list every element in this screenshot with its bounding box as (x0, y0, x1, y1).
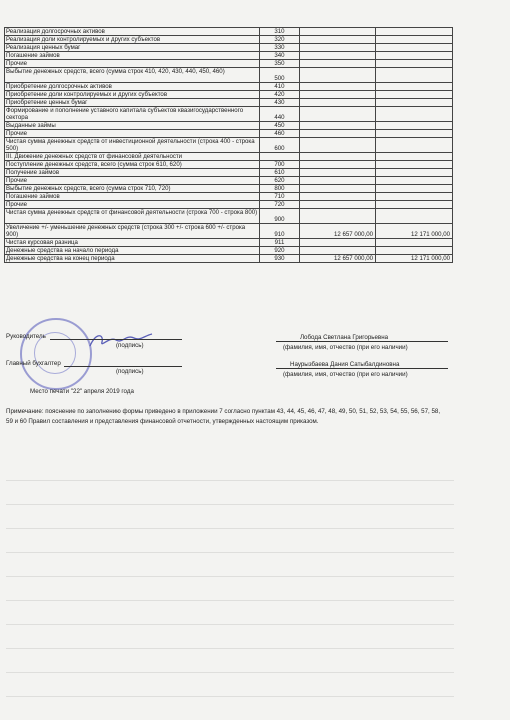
row-name-cell: Прочие (5, 60, 260, 68)
head-label: Руководитель (6, 333, 46, 340)
row-code-cell: 410 (260, 83, 300, 91)
table-row (5, 247, 453, 255)
row-name-cell: Выбытие денежных средств, всего (сумма строк 710, 720) (5, 185, 260, 193)
table-row (5, 107, 453, 122)
row-name-cell: Поступление денежных средств, всего (сумма строк 610, 620) (5, 161, 260, 169)
table-row (5, 169, 453, 177)
row-name-cell: Реализация ценных бумаг (5, 44, 260, 52)
row-previous-period-cell (376, 28, 453, 36)
row-current-period-cell: 12 657 000,00 (300, 255, 376, 263)
row-current-period-cell (300, 44, 376, 52)
row-code-cell: 440 (260, 107, 300, 122)
row-code-cell: 910 (260, 224, 300, 239)
head-name-line (276, 341, 448, 342)
row-code-cell: 920 (260, 247, 300, 255)
row-current-period-cell (300, 209, 376, 224)
row-current-period-cell (300, 122, 376, 130)
show-through-reverse-side (6, 480, 454, 720)
row-previous-period-cell: 12 171 000,00 (376, 224, 453, 239)
row-code-cell: 700 (260, 161, 300, 169)
table-row (5, 122, 453, 130)
table-row (5, 255, 453, 263)
row-name-cell: Формирование и пополнение уставного капитала субъектов квазигосударственного сектора (5, 107, 260, 122)
accountant-signature-line (64, 366, 182, 367)
row-code-cell: 350 (260, 60, 300, 68)
row-current-period-cell (300, 161, 376, 169)
table-row (5, 224, 453, 239)
table-row (5, 83, 453, 91)
row-name-cell: Чистая курсовая разница (5, 239, 260, 247)
table-row (5, 68, 453, 83)
row-current-period-cell (300, 185, 376, 193)
row-previous-period-cell (376, 153, 453, 161)
row-code-cell: 710 (260, 193, 300, 201)
row-code-cell: 320 (260, 36, 300, 44)
table-row (5, 52, 453, 60)
row-name-cell: Реализация доли контролируемых и других субъектов (5, 36, 260, 44)
row-previous-period-cell (376, 130, 453, 138)
head-signature-line (50, 339, 182, 340)
row-previous-period-cell (376, 239, 453, 247)
table-row (5, 193, 453, 201)
row-code-cell: 900 (260, 209, 300, 224)
row-code-cell: 450 (260, 122, 300, 130)
row-name-cell: Погашение займов (5, 52, 260, 60)
table-row (5, 138, 453, 153)
row-previous-period-cell (376, 122, 453, 130)
table-row (5, 239, 453, 247)
row-code-cell: 800 (260, 185, 300, 193)
row-name-cell: Приобретение доли контролируемых и других субъектов (5, 91, 260, 99)
row-current-period-cell (300, 138, 376, 153)
row-name-cell: Погашение займов (5, 193, 260, 201)
accountant-name-line (276, 368, 448, 369)
row-name-cell: Приобретение долгосрочных активов (5, 83, 260, 91)
row-current-period-cell (300, 201, 376, 209)
row-name-cell: Чистая сумма денежных средств от финансовой деятельности (строка 700 - строка 800) (5, 209, 260, 224)
table-row (5, 209, 453, 224)
row-current-period-cell (300, 91, 376, 99)
row-name-cell: Денежные средства на конец периода (5, 255, 260, 263)
cash-flow-table (4, 27, 453, 263)
row-current-period-cell: 12 657 000,00 (300, 224, 376, 239)
row-previous-period-cell (376, 201, 453, 209)
row-name-cell: Выданные займы (5, 122, 260, 130)
row-current-period-cell (300, 177, 376, 185)
row-previous-period-cell (376, 169, 453, 177)
row-current-period-cell (300, 83, 376, 91)
row-previous-period-cell (376, 107, 453, 122)
row-code-cell: 620 (260, 177, 300, 185)
row-name-cell: Чистая сумма денежных средств от инвестиционной деятельности (строка 400 - строка 500) (5, 138, 260, 153)
row-previous-period-cell (376, 185, 453, 193)
head-name: Лобода Светлана Григорьевна (300, 334, 389, 341)
row-previous-period-cell (376, 68, 453, 83)
accountant-label: Главный бухгалтер (6, 360, 61, 367)
row-previous-period-cell: 12 171 000,00 (376, 255, 453, 263)
row-current-period-cell (300, 193, 376, 201)
row-name-cell: Прочие (5, 177, 260, 185)
row-previous-period-cell (376, 52, 453, 60)
row-code-cell: 911 (260, 239, 300, 247)
accountant-signature-caption: (подпись) (116, 368, 144, 375)
accountant-name: Наурызбаева Дания Сатыбалдиновна (290, 361, 400, 368)
row-name-cell: Прочие (5, 130, 260, 138)
accountant-name-caption: (фамилия, имя, отчество (при его наличии) (283, 371, 408, 378)
row-current-period-cell (300, 247, 376, 255)
row-current-period-cell (300, 52, 376, 60)
row-code-cell: 310 (260, 28, 300, 36)
row-code-cell: 460 (260, 130, 300, 138)
head-signature-caption: (подпись) (116, 342, 144, 349)
row-previous-period-cell (376, 209, 453, 224)
row-previous-period-cell (376, 177, 453, 185)
footnote: Примечание: пояснение по заполнению формы приведено в приложении 7 согласно пунктам 43, 44, 45, 46, 47, 48, 49, 50, 51, 52, 53, 54, 55, 56, 57, 58, 59 и 60 Правил составления и представления финансовой отчетности, утвержденных настоящим приказом. (6, 408, 441, 425)
row-current-period-cell (300, 153, 376, 161)
table-row (5, 36, 453, 44)
row-previous-period-cell (376, 60, 453, 68)
table-row (5, 44, 453, 52)
row-previous-period-cell (376, 36, 453, 44)
row-code-cell: 430 (260, 99, 300, 107)
row-current-period-cell (300, 130, 376, 138)
row-code-cell (260, 153, 300, 161)
row-code-cell: 340 (260, 52, 300, 60)
table-row (5, 60, 453, 68)
table-row (5, 91, 453, 99)
row-previous-period-cell (376, 193, 453, 201)
place-and-date: Место печати "22" апреля 2019 года (30, 388, 134, 395)
head-name-caption: (фамилия, имя, отчество (при его наличии) (283, 344, 408, 351)
row-name-cell: Увеличение +/- уменьшение денежных средств (строка 300 +/- строка 600 +/- строка 900) (5, 224, 260, 239)
row-code-cell: 720 (260, 201, 300, 209)
row-name-cell: III. Движение денежных средств от финансовой деятельности (5, 153, 260, 161)
table-row (5, 161, 453, 169)
row-previous-period-cell (376, 44, 453, 52)
row-name-cell: Прочие (5, 201, 260, 209)
row-previous-period-cell (376, 161, 453, 169)
row-current-period-cell (300, 99, 376, 107)
row-current-period-cell (300, 107, 376, 122)
row-current-period-cell (300, 169, 376, 177)
row-code-cell: 420 (260, 91, 300, 99)
table-row (5, 201, 453, 209)
row-code-cell: 600 (260, 138, 300, 153)
row-previous-period-cell (376, 91, 453, 99)
row-code-cell: 610 (260, 169, 300, 177)
row-current-period-cell (300, 36, 376, 44)
row-previous-period-cell (376, 83, 453, 91)
table-row (5, 185, 453, 193)
cash-flow-table-body (5, 28, 453, 263)
row-code-cell: 330 (260, 44, 300, 52)
row-current-period-cell (300, 68, 376, 83)
seal-stamp (20, 318, 92, 390)
row-code-cell: 930 (260, 255, 300, 263)
table-row (5, 28, 453, 36)
row-previous-period-cell (376, 138, 453, 153)
table-row (5, 153, 453, 161)
row-current-period-cell (300, 28, 376, 36)
row-previous-period-cell (376, 247, 453, 255)
row-name-cell: Выбытие денежных средств, всего (сумма строк 410, 420, 430, 440, 450, 460) (5, 68, 260, 83)
table-row (5, 177, 453, 185)
row-current-period-cell (300, 239, 376, 247)
row-name-cell: Денежные средства на начало периода (5, 247, 260, 255)
table-row (5, 99, 453, 107)
row-name-cell: Приобретение ценных бумаг (5, 99, 260, 107)
row-current-period-cell (300, 60, 376, 68)
table-row (5, 130, 453, 138)
row-previous-period-cell (376, 99, 453, 107)
row-name-cell: Реализация долгосрочных активов (5, 28, 260, 36)
row-name-cell: Получение займов (5, 169, 260, 177)
row-code-cell: 500 (260, 68, 300, 83)
